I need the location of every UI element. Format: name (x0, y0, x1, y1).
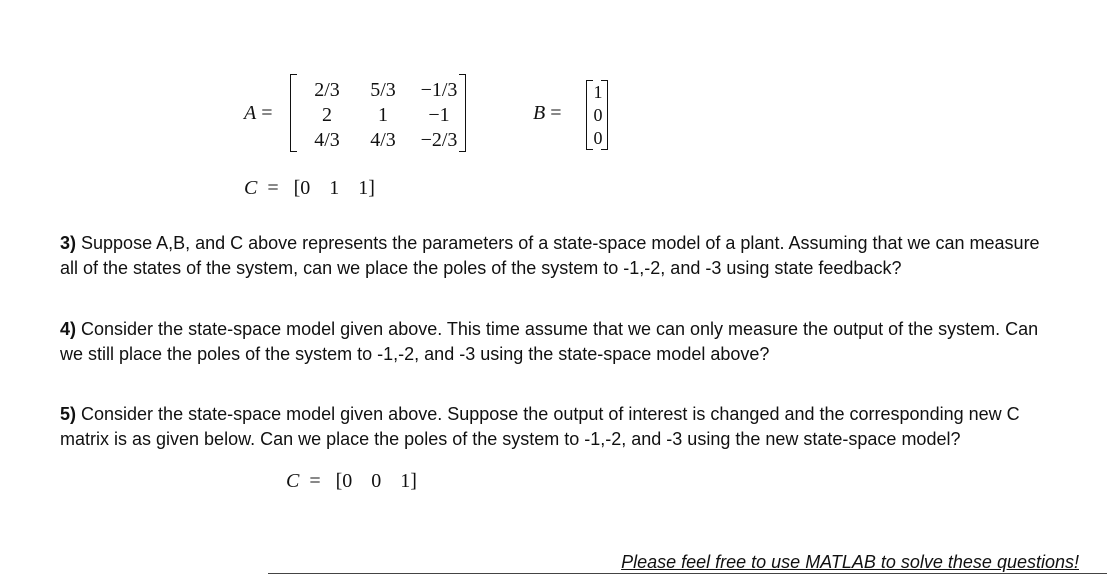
matrix-a-cell: 5/3 (370, 78, 396, 101)
question-4 (60, 317, 1060, 367)
question-3 (60, 231, 1060, 281)
matrix-b-symbol: B (533, 102, 546, 124)
matrix-a (290, 74, 466, 152)
matrix-b-cell: 0 (593, 128, 603, 149)
matrix-c-equals: = (267, 177, 279, 199)
matrix-c-new-close-bracket: ] (410, 470, 417, 492)
matrix-b-cell: 0 (593, 104, 603, 125)
matrix-c-new-open-bracket: [ (335, 470, 343, 492)
question-4-number: 4) (60, 319, 77, 339)
matrix-c-open-bracket: [ (293, 177, 301, 199)
matrix-c-close-bracket: ] (368, 177, 375, 199)
matrix-c-new-cell: 0 (371, 470, 382, 492)
matrix-a-cell: 1 (378, 103, 388, 126)
question-3-text: Suppose A,B, and C above represents the parameters of a state-space model of a plant. Assuming that we can measure all of the states of the system, can we place the poles of the system to -1,-2, and -3 using state feedback? (60, 233, 1040, 278)
question-5-text: Consider the state-space model given above. Suppose the output of interest is changed and the corresponding new C matrix is as given below. Can we place the poles of the system to -1,-2, and -3 using the new state-space model? (60, 404, 1020, 449)
matrix-c-new-cell: 1 (400, 470, 411, 492)
matrix-a-right-bracket (459, 74, 466, 152)
matrix-a-cell: 4/3 (314, 128, 340, 151)
matrix-b-equals: = (550, 102, 562, 124)
matrix-a-cell: −1 (428, 103, 450, 126)
matrix-a-cell: 2 (322, 103, 332, 126)
matrix-b-left-bracket (586, 80, 593, 150)
matrix-a-cell: −1/3 (420, 78, 458, 101)
matrix-b-right-bracket (601, 80, 608, 150)
matrix-b-cell: 1 (593, 81, 603, 102)
question-4-text: Consider the state-space model given above. This time assume that we can only measure the output of the system. Can we still place the poles of the system to -1,-2, and -3 using the state-space model above? (60, 319, 1039, 364)
matrix-a-label (244, 102, 273, 125)
matrix-c-cell: 0 (300, 177, 311, 199)
question-3-number: 3) (60, 233, 77, 253)
matrix-b-label (533, 102, 562, 125)
matrix-a-left-bracket (290, 74, 297, 152)
question-5 (60, 402, 1060, 452)
matrix-b (586, 80, 608, 150)
matrix-a-cell: −2/3 (420, 128, 458, 151)
matrix-c-new-cell: 0 (342, 470, 353, 492)
matrix-c-new-equals: = (309, 470, 321, 492)
matrix-a-symbol: A (244, 102, 257, 124)
footer-note: Please feel free to use MATLAB to solve these questions! (621, 552, 1079, 572)
question-5-number: 5) (60, 404, 77, 424)
matrix-a-equals: = (261, 102, 273, 124)
matrix-c-new (286, 470, 417, 493)
matrix-a-cell: 2/3 (314, 78, 340, 101)
bottom-rule (268, 573, 1107, 574)
matrix-c-new-symbol: C (286, 470, 300, 492)
matrix-c-symbol: C (244, 177, 258, 199)
matrix-c-cell: 1 (358, 177, 369, 199)
matrix-c-cell: 1 (329, 177, 340, 199)
matrix-c (244, 177, 375, 200)
matrix-a-cell: 4/3 (370, 128, 396, 151)
